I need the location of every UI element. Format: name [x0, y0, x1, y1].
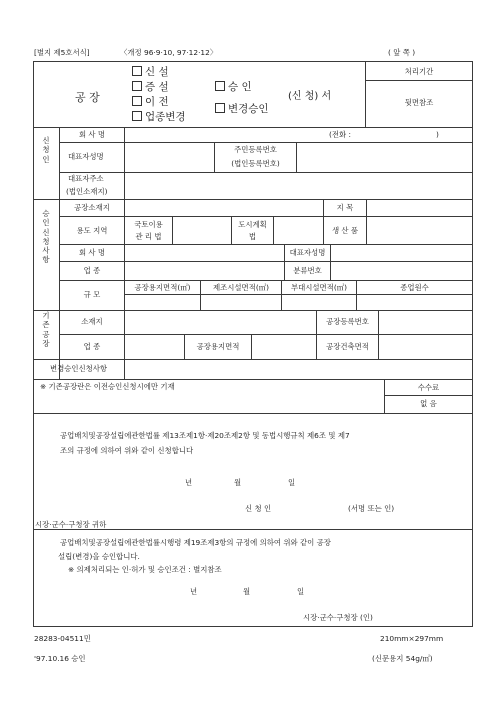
approver-label: 시장·군수·구청장 (인) — [303, 613, 373, 622]
existing-location-label: 소재지 — [81, 317, 103, 326]
addressee: 시장·군수·구청장 귀하 — [35, 520, 107, 529]
checkbox-approval[interactable] — [215, 81, 225, 91]
site-area-field[interactable] — [126, 295, 199, 309]
checkbox-change-approval[interactable] — [215, 103, 225, 113]
change-item-field[interactable] — [126, 360, 470, 378]
factory-title: 공 장 — [75, 91, 100, 104]
mfg-area-field[interactable] — [202, 295, 280, 309]
usage-area-label: 용도 지역 — [76, 226, 108, 235]
registration-no-label: 공장등록번호 — [326, 317, 369, 326]
location-field[interactable] — [126, 200, 321, 215]
date-year-label: 년 — [185, 478, 193, 487]
apply-suffix: (신 청) 서 — [288, 91, 332, 102]
applicant-sign-label: 신 청 인 — [245, 504, 272, 513]
approval-date-year-label: 년 — [190, 587, 198, 596]
option-business-change[interactable]: 업종변경 — [132, 110, 186, 125]
representative-label: 대표자성명 — [68, 152, 104, 161]
approval-text-line1: 공업배치및공장설립에관한법률시행령 제19조제3항의 규정에 의하여 위와 같이 공장 — [60, 538, 331, 547]
applicant-section-label: 신청인 — [42, 136, 50, 164]
site-area-label: 공장용지면적(㎡) — [134, 283, 191, 292]
approval-company-label: 회 사 명 — [78, 248, 106, 257]
approval-note: ※ 의제처리되는 인·허가 및 승인조건 : 별지참조 — [68, 565, 222, 574]
resident-no-label: 주민등록번호 — [234, 145, 277, 154]
fee-label: 수수료 — [417, 383, 440, 392]
corp-address-label: (법인소재지) — [66, 187, 108, 196]
existing-site-area-label: 공장용지면적 — [196, 342, 240, 351]
approval-type-options — [215, 76, 269, 120]
address-label: 대표자주소 — [68, 174, 104, 183]
scale-label: 규 모 — [83, 290, 101, 299]
class-no-label: 분류번호 — [293, 266, 322, 275]
approval-rep-field[interactable] — [332, 245, 470, 260]
approval-rep-label: 대표자성명 — [289, 248, 326, 257]
address-field[interactable] — [126, 173, 470, 198]
checkbox-business-change[interactable] — [132, 111, 142, 121]
processing-period-value: 뒷면참조 — [404, 98, 434, 107]
lot-category-label: 지 목 — [336, 203, 354, 212]
paper-size: 210mm×297mm — [380, 634, 444, 643]
date-month-label: 월 — [234, 478, 242, 487]
checkbox-relocation[interactable] — [132, 96, 142, 106]
land-law-label: 국토이용 — [134, 220, 163, 229]
page-side-label: ( 앞 쪽 ) — [388, 48, 416, 57]
phone-label: (전화 : — [329, 130, 352, 139]
product-field[interactable] — [368, 217, 470, 243]
existing-industry-field[interactable] — [126, 335, 183, 358]
registration-no-field[interactable] — [380, 311, 470, 333]
approval-date-month-label: 월 — [243, 587, 251, 596]
purpose-options — [132, 65, 186, 125]
existing-note: ※ 기존공장란은 이전승인신청시에만 기재 — [40, 382, 175, 391]
application-text-line1: 공업배치및공장설립에관한법률 제13조제1항·제20조제2항 및 동법시행규칙 제6조 및 제7 — [60, 431, 350, 440]
approval-company-field[interactable] — [126, 245, 283, 260]
existing-location-field[interactable] — [126, 311, 315, 333]
phone-close: ) — [436, 130, 439, 139]
form-number: [별지 제5호서식] — [34, 48, 90, 57]
employees-label: 종업원수 — [400, 283, 429, 292]
change-item-label: 변경승인신청사항 — [49, 364, 108, 373]
sign-note: (서명 또는 인) — [348, 504, 395, 513]
option-new-establishment[interactable]: 신 설 — [132, 65, 186, 80]
land-law-label-2: 관 리 법 — [135, 232, 162, 241]
fee-value: 없 음 — [420, 399, 437, 408]
city-plan-label: 도시계획 — [238, 220, 267, 229]
product-label: 생 산 품 — [331, 226, 359, 235]
option-change-approval[interactable]: 변경승인 — [215, 98, 269, 120]
building-area-field[interactable] — [380, 335, 470, 358]
representative-field[interactable] — [126, 143, 213, 171]
corp-no-label: (법인등록번호) — [231, 159, 280, 168]
company-name-label: 회 사 명 — [78, 130, 106, 139]
checkbox-new[interactable] — [132, 66, 142, 76]
applicant-sign-field[interactable] — [285, 500, 340, 514]
paper-spec: (신문용지 54g/㎡) — [372, 654, 433, 663]
class-no-field[interactable] — [332, 262, 470, 279]
approval-text-line2: 설립(변경)을 승인합니다. — [58, 552, 140, 561]
form-code: 28283-04511민 — [34, 634, 91, 643]
aux-area-label: 부대시설면적(㎡) — [291, 283, 347, 292]
approval-date-note: '97.10.16 승인 — [34, 654, 86, 663]
resident-no-field[interactable] — [298, 143, 470, 171]
city-plan-label-2: 법 — [248, 232, 257, 241]
existing-section-label: 기존공장 — [42, 311, 50, 348]
existing-industry-label: 업 종 — [83, 342, 101, 351]
industry-label: 업 종 — [83, 266, 101, 275]
land-law-field[interactable] — [174, 217, 230, 243]
industry-field[interactable] — [126, 262, 283, 279]
date-day-label: 일 — [288, 478, 296, 487]
revision-note: 〈개정 96·9·10, 97·12·12〉 — [120, 48, 218, 57]
checkbox-expansion[interactable] — [132, 81, 142, 91]
option-approval[interactable]: 승 인 — [215, 76, 269, 98]
company-name-field[interactable] — [126, 128, 326, 141]
building-area-label: 공장건축면적 — [326, 342, 369, 351]
existing-site-area-field[interactable] — [253, 335, 315, 358]
lot-category-field[interactable] — [368, 200, 470, 215]
employees-field[interactable] — [358, 295, 470, 309]
aux-area-field[interactable] — [283, 295, 355, 309]
processing-period-label: 처리기간 — [404, 67, 434, 76]
mfg-area-label: 제조시설면적(㎡) — [213, 283, 269, 292]
approval-date-day-label: 일 — [297, 587, 305, 596]
location-label: 공장소재지 — [74, 203, 110, 212]
application-text-line2: 조의 규정에 의하여 위와 같이 신청합니다 — [60, 446, 194, 455]
city-plan-field[interactable] — [275, 217, 322, 243]
approval-section-label: 승인신청사항 — [42, 209, 50, 265]
option-relocation[interactable]: 이 전 — [132, 95, 186, 110]
option-expansion[interactable]: 증 설 — [132, 80, 186, 95]
